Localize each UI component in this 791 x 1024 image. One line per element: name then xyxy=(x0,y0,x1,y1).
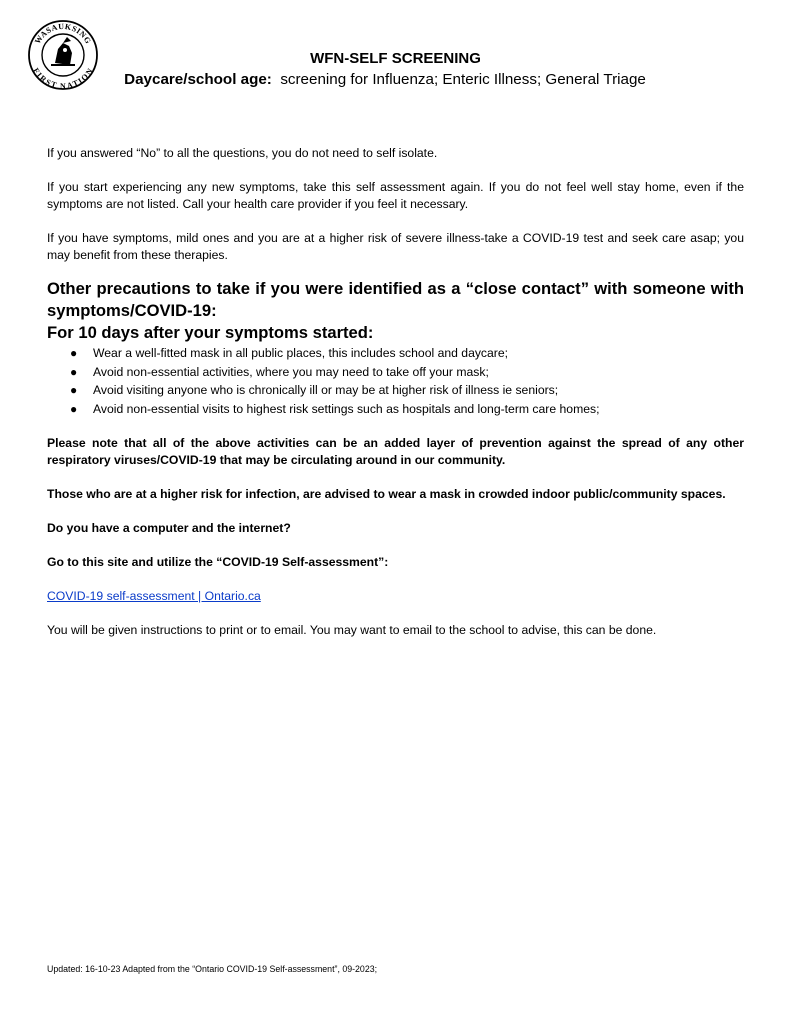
precautions-heading: Other precautions to take if you were identified as a “close contact” with someone with symptoms/COVID-19: xyxy=(47,279,744,320)
prevention-note: Please note that all of the above activities can be an added layer of prevention against the spread of any other respiratory viruses/COVID-19 that may be circulating around in our community. xyxy=(47,436,744,467)
precautions-list xyxy=(47,344,744,418)
svg-text:WASAUKSING: WASAUKSING xyxy=(33,21,94,46)
bullet-icon: ● xyxy=(70,364,78,379)
bullet-icon: ● xyxy=(70,346,78,360)
new-symptoms-paragraph: If you start experiencing any new symptoms, take this self assessment again. If you do not feel well stay home, even if the symptoms are not listed. Call your health care provider if you feel it necessary. xyxy=(47,180,744,211)
document-body xyxy=(47,145,744,639)
list-item: ● Avoid visiting anyone who is chronically ill or may be at higher risk of illness ie seniors; xyxy=(47,381,744,400)
list-item: ● Avoid non-essential activities, where you may need to take off your mask; xyxy=(47,363,744,382)
list-item: ● Wear a well-fitted mask in all public places, this includes school and daycare; xyxy=(47,344,744,363)
subtitle-label: Daycare/school age: xyxy=(124,71,272,88)
mask-advice: Those who are at a higher risk for infection, are advised to wear a mask in crowded indoor public/community spaces. xyxy=(47,487,726,501)
self-assessment-link[interactable]: COVID-19 self-assessment | Ontario.ca xyxy=(47,589,261,603)
bullet-icon: ● xyxy=(70,383,78,397)
ten-days-heading: For 10 days after your symptoms started: xyxy=(47,323,374,342)
computer-question: Do you have a computer and the internet? xyxy=(47,521,291,535)
page-title: WFN-SELF SCREENING xyxy=(310,50,481,67)
higher-risk-paragraph: If you have symptoms, mild ones and you are at a higher risk of severe illness-take a COVID-19 test and seek care asap; you may benefit from these therapies. xyxy=(47,231,744,262)
list-item: ● Avoid non-essential visits to highest risk settings such as hospitals and long-term care homes; xyxy=(47,400,744,419)
no-isolation-paragraph: If you answered “No” to all the questions, you do not need to self isolate. xyxy=(47,146,438,160)
page-subtitle xyxy=(0,71,770,88)
subtitle-text: screening for Influenza; Enteric Illness; General Triage xyxy=(271,71,646,88)
instructions-paragraph: You will be given instructions to print or to email. You may want to email to the school to advise, this can be done. xyxy=(47,623,657,637)
goto-site-instruction: Go to this site and utilize the “COVID-19 Self-assessment”: xyxy=(47,555,389,569)
bullet-icon: ● xyxy=(70,401,78,416)
footer-updated: Updated: 16-10-23 Adapted from the “Ontario COVID-19 Self-assessment”, 09-2023; xyxy=(47,964,378,974)
svg-text:FIRST NATION: FIRST NATION xyxy=(31,66,95,91)
